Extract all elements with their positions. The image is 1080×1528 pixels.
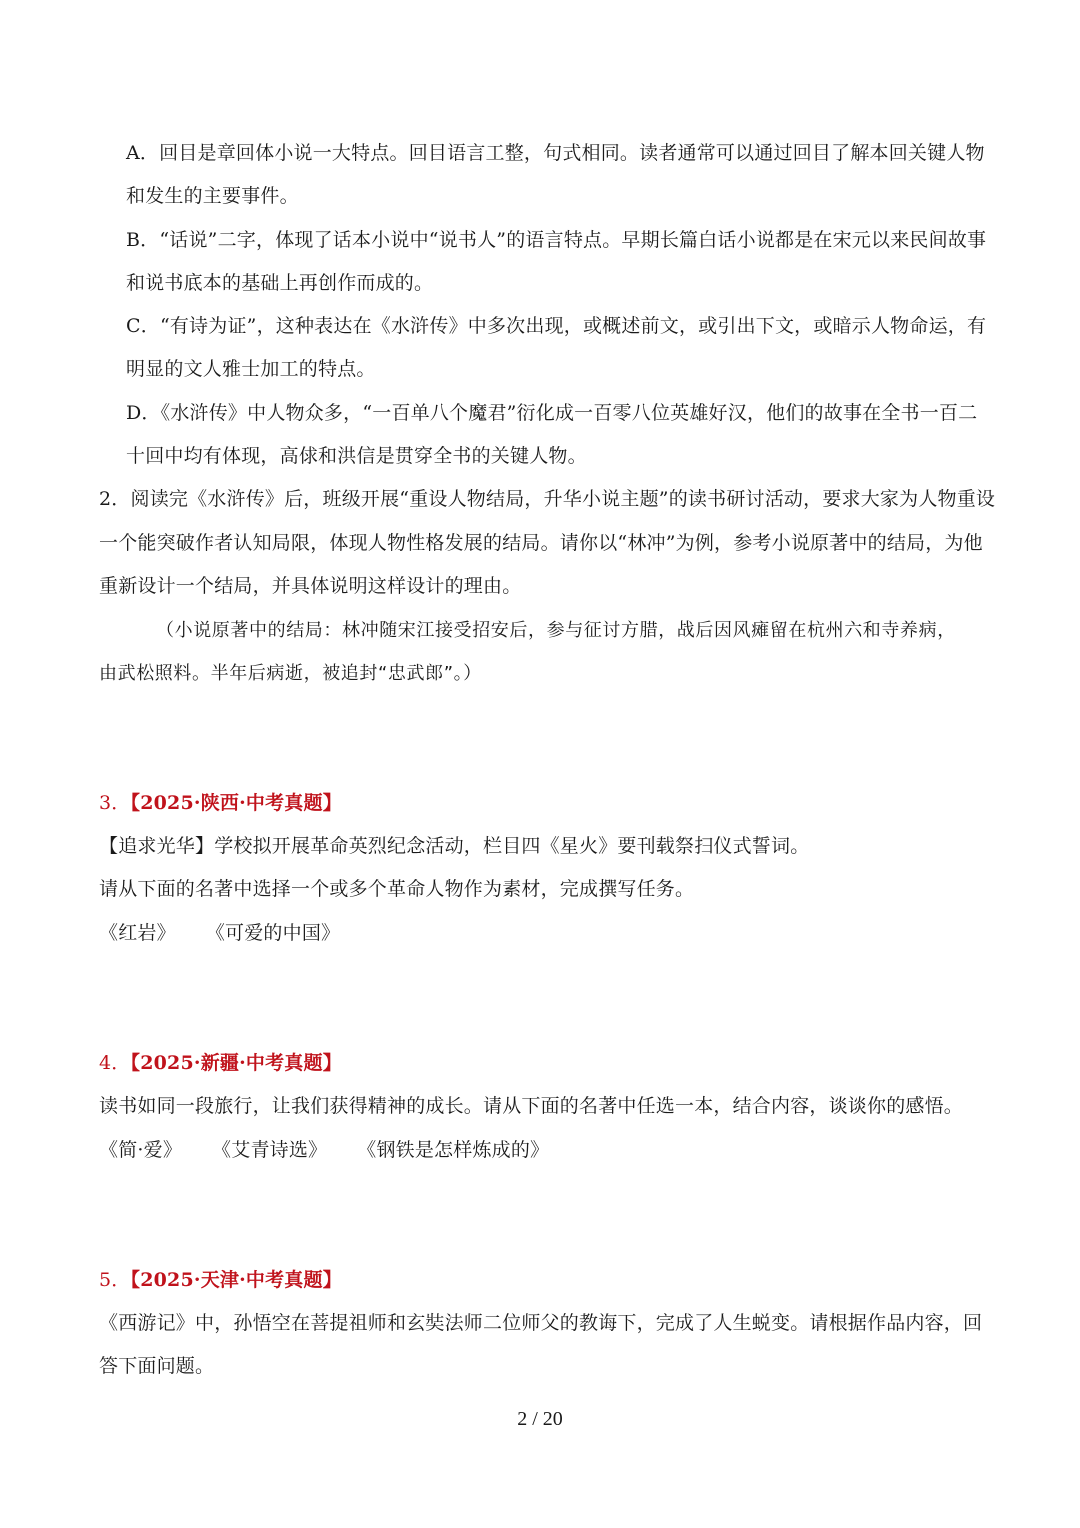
- q5-number: 5．: [99, 1269, 131, 1291]
- q5-source-tag: 【2025·天津·中考真题】: [130, 1269, 342, 1291]
- option-b-line-2: 和说书底本的基础上再创作而成的。: [126, 272, 434, 294]
- option-c-line-1: C．“有诗为证”，这种表达在《水浒传》中多次出现，或概述前文，或引出下文，或暗示人物命运，有: [126, 315, 987, 337]
- option-d-line-1: D．《水浒传》中人物众多，“一百单八个魔君”衍化成一百零八位英雄好汉，他们的故事在全书一百二: [126, 402, 978, 424]
- option-b-line-1: B．“话说”二字，体现了话本小说中“说书人”的语言特点。早期长篇白话小说都是在宋元以来民间故事: [126, 229, 987, 251]
- q4-book-list: [99, 1137, 579, 1163]
- option-a-line-1: A．回目是章回体小说一大特点。回目语言工整，句式相同。读者通常可以通过回目了解本回关键人物: [126, 142, 985, 164]
- q4-book-1: 《简·爱》: [99, 1139, 183, 1161]
- q3-line-2: 请从下面的名著中选择一个或多个革命人物作为素材，完成撰写任务。: [99, 878, 695, 900]
- q3-heading: [99, 790, 342, 816]
- q4-book-3: 《钢铁是怎样炼成的》: [357, 1139, 550, 1161]
- option-d-line-2: 十回中均有体现，高俅和洪信是贯穿全书的关键人物。: [126, 445, 587, 467]
- option-a-line-2: 和发生的主要事件。: [126, 185, 299, 207]
- q4-line-1: 读书如同一段旅行，让我们获得精神的成长。请从下面的名著中任选一本，结合内容，谈谈你的感悟。: [99, 1095, 964, 1117]
- page-number: 2 / 20: [517, 1408, 563, 1430]
- q5-line-2: 答下面问题。: [99, 1355, 215, 1377]
- q3-book-2: 《可爱的中国》: [205, 922, 341, 944]
- q4-source-tag: 【2025·新疆·中考真题】: [130, 1052, 342, 1074]
- q5-line-1: 《西游记》中，孙悟空在菩提祖师和玄奘法师二位师父的教诲下，完成了人生蜕变。请根据作品内容，回: [99, 1312, 983, 1334]
- q2-note-line-2: 由武松照料。半年后病逝，被追封“忠武郎”。）: [99, 663, 482, 684]
- q3-source-tag: 【2025·陕西·中考真题】: [130, 792, 342, 814]
- q4-number: 4．: [99, 1052, 131, 1074]
- q2-line-1: 2．阅读完《水浒传》后，班级开展“重设人物结局，升华小说主题”的读书研讨活动，要求大家为人物重设: [99, 488, 996, 510]
- q4-book-2: 《艾青诗选》: [212, 1139, 328, 1161]
- q2-line-2: 一个能突破作者认知局限，体现人物性格发展的结局。请你以“林冲”为例，参考小说原著中的结局，为他: [99, 532, 983, 554]
- q3-number: 3．: [99, 792, 131, 814]
- q3-book-list: [99, 920, 370, 946]
- q2-note-line-1: （小说原著中的结局：林冲随宋江接受招安后，参与征讨方腊，战后因风瘫留在杭州六和寺养病，: [156, 620, 956, 641]
- q4-heading: [99, 1050, 342, 1076]
- q5-heading: [99, 1267, 342, 1293]
- q3-book-1: 《红岩》: [99, 922, 176, 944]
- q3-line-1: 【追求光华】学校拟开展革命英烈纪念活动，栏目四《星火》要刊载祭扫仪式誓词。: [99, 835, 810, 857]
- q2-line-3: 重新设计一个结局，并具体说明这样设计的理由。: [99, 575, 522, 597]
- option-c-line-2: 明显的文人雅士加工的特点。: [126, 358, 376, 380]
